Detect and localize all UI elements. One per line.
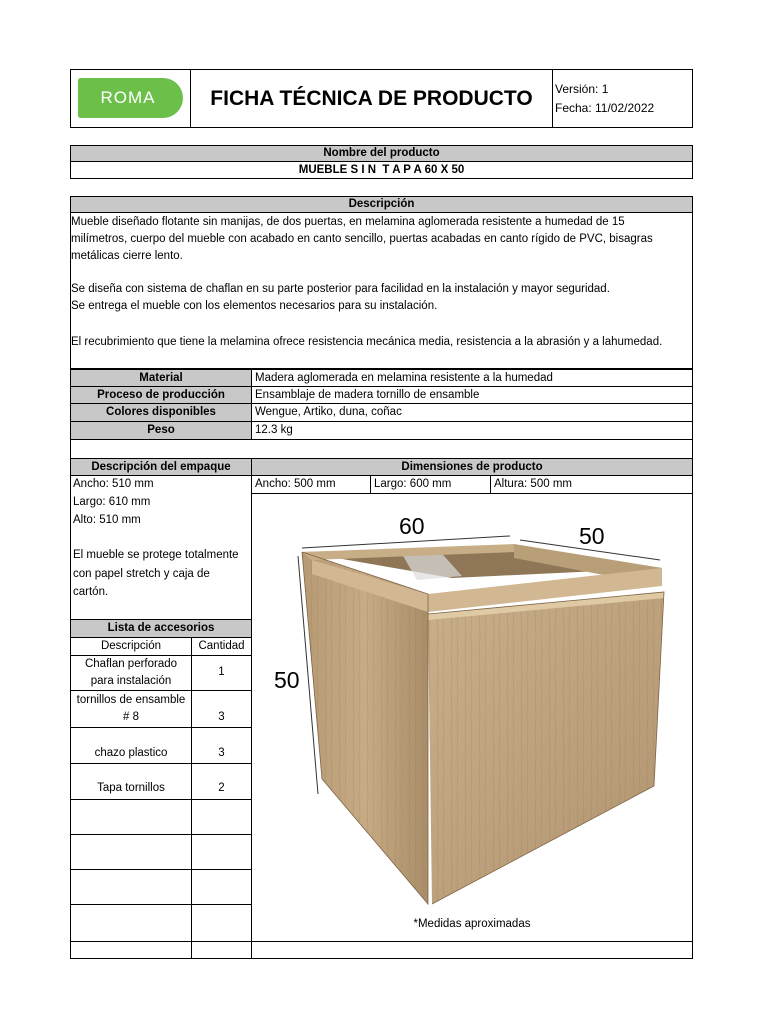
spec-value-process: Ensamblaje de madera tornillo de ensamble <box>251 386 693 404</box>
packaging-length: Largo: 610 mm <box>73 496 151 508</box>
image-label-height: 50 <box>274 667 300 693</box>
header-divider-2 <box>552 69 553 128</box>
accessory-desc: chazo plastico <box>94 747 168 759</box>
spec-value-colors: Wengue, Artiko, duna, coñac <box>251 403 693 422</box>
accessory-desc: # 8 <box>123 711 139 723</box>
accessory-qty: 3 <box>218 747 225 759</box>
description-line: Mueble diseñado flotante sin manijas, de dos puertas, en melamina aglomerada resistente a humedad de 15 <box>71 216 625 228</box>
spec-label-weight: Peso <box>70 421 252 440</box>
accessory-desc: tornillos de ensamble <box>76 694 186 706</box>
accessory-empty-row <box>191 834 252 870</box>
approx-measures-note: *Medidas aproximadas <box>413 918 531 930</box>
dimension-height: Altura: 500 mm <box>490 475 693 494</box>
image-label-depth: 50 <box>579 523 605 549</box>
description-line: Se entrega el mueble con los elementos necesarios para su instalación. <box>71 300 438 312</box>
accessory-empty-row <box>70 799 192 835</box>
packaging-label: Descripción del empaque <box>70 458 252 476</box>
description-line: Se diseña con sistema de chaflan en su parte posterior para facilidad en la instalación y mayor seguridad. <box>71 283 610 295</box>
product-name-value: MUEBLE S I N T A P A 60 X 50 <box>70 161 693 179</box>
accessory-empty-row <box>191 904 252 942</box>
accessory-qty: 1 <box>218 666 225 678</box>
description-label: Descripción <box>70 196 693 213</box>
description-line: metálicas cierre lento. <box>71 250 183 262</box>
accessory-empty-row <box>70 869 192 905</box>
page-title: FICHA TÉCNICA DE PRODUCTO <box>210 87 533 110</box>
accessory-qty: 3 <box>218 711 225 723</box>
spec-label-material: Material <box>70 369 252 387</box>
accessory-empty-row <box>70 941 192 959</box>
version-text: Versión: 1 <box>555 82 609 96</box>
accessory-desc: para instalación <box>90 675 172 687</box>
image-bottom-row <box>251 941 693 959</box>
spec-label-process: Proceso de producción <box>70 386 252 404</box>
accessory-desc: Chaflan perforado <box>84 658 178 670</box>
accessories-col-desc: Descripción <box>70 637 192 656</box>
accessory-empty-row <box>191 869 252 905</box>
image-label-width: 60 <box>399 513 425 539</box>
spec-value-material: Madera aglomerada en melamina resistente a la humedad <box>251 369 693 387</box>
accessory-empty-row <box>191 799 252 835</box>
accessory-empty-row <box>70 834 192 870</box>
accessory-desc: Tapa tornillos <box>97 782 165 794</box>
logo-text: ROMA <box>100 88 156 107</box>
accessory-qty: 2 <box>218 782 225 794</box>
dimension-length: Largo: 600 mm <box>370 475 491 494</box>
spec-label-colors: Colores disponibles <box>70 403 252 422</box>
accessories-label: Lista de accesorios <box>70 619 252 638</box>
dimension-width: Ancho: 500 mm <box>251 475 371 494</box>
product-name-label: Nombre del producto <box>70 145 693 162</box>
spec-value-weight: 12.3 kg <box>251 421 693 440</box>
packaging-width: Ancho: 510 mm <box>73 478 154 490</box>
packaging-note: cartón. <box>73 586 109 598</box>
spec-spacer-row <box>70 439 693 459</box>
dimensions-label: Dimensiones de producto <box>251 458 693 476</box>
product-image <box>252 494 692 941</box>
packaging-note: El mueble se protege totalmente <box>73 549 239 561</box>
accessories-col-qty: Cantidad <box>191 637 252 656</box>
packaging-note: con papel stretch y caja de <box>73 568 210 580</box>
accessory-empty-row <box>70 904 192 942</box>
date-text: Fecha: 11/02/2022 <box>555 101 655 115</box>
description-line: El recubrimiento que tiene la melamina ofrece resistencia mecánica media, resistencia a la abrasión y a lahumedad. <box>71 336 663 348</box>
description-line: milímetros, cuerpo del mueble con acabado en canto sencillo, puertas acabadas en canto rígido de PVC, bisagras <box>71 233 653 245</box>
accessory-empty-row <box>191 941 252 959</box>
packaging-height: Alto: 510 mm <box>73 514 141 526</box>
